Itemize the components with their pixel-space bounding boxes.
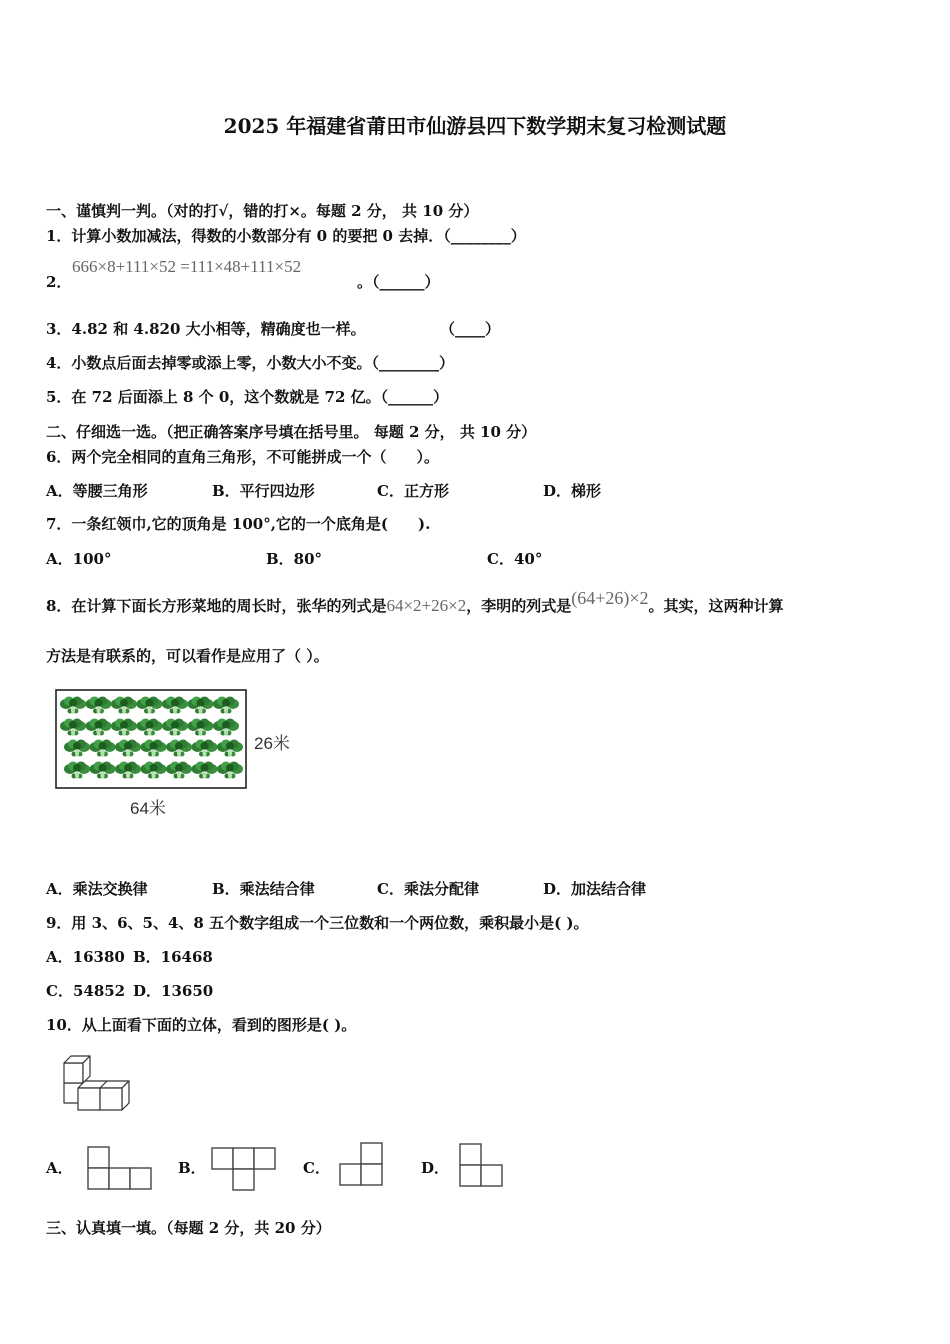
cube-face [64,1063,83,1083]
question-3: 3．4.82 和 4.820 大小相等，精确度也一样。 [46,320,366,338]
q9-option-d: D．13650 [133,982,214,1000]
vegetable-leaf [75,771,79,779]
shape-square [109,1168,130,1189]
q10-option-c-label: C． [303,1159,330,1177]
vegetable-leaf [124,742,132,750]
q9-option-c: C．54852 [46,982,126,1000]
shape-square [212,1148,233,1169]
vegetable-leaf [150,742,158,750]
q8-option-d: D．加法结合律 [543,880,647,898]
section2-heading: 二、仔细选一选。（把正确答案序号填在括号里。 每题 2 分， 共 10 分） [46,423,537,441]
q7-option-b: B．80° [266,550,323,568]
vegetable-leaf [228,749,232,757]
q10-option-c-shape [338,1141,386,1189]
vegetable-leaf [71,706,75,714]
question-5: 5．在 72 后面添上 8 个 0，这个数就是 72 亿。（______） [46,388,449,406]
q7-option-c: C．40° [487,550,543,568]
shape-square [88,1168,109,1189]
vegetable-leaf [73,742,81,750]
shape-square [361,1143,382,1164]
vegetable-leaf [226,764,234,772]
shape-square [340,1164,361,1185]
q8-formula-liming: (64+26)×2 [571,588,649,608]
q8-text-part2: ，李明的列式是 [466,597,572,615]
vegetable-leaf [226,742,234,750]
q9-option-a: A．16380 [46,948,125,966]
cube-face [100,1088,122,1110]
vegetable-leaf [173,706,177,714]
vegetable-leaf [222,699,230,707]
vegetable-leaf [122,706,126,714]
field-length-label: 64米 [130,799,166,818]
vegetable-leaf [199,706,203,714]
vegetable-leaf [199,728,203,736]
q10-option-d-shape [458,1142,506,1190]
vegetable-leaf [197,721,205,729]
vegetable-leaf [97,728,101,736]
q8-text-part1: 8．在计算下面长方形菜地的周长时，张华的列式是 [46,597,387,615]
shape-square [481,1165,502,1186]
q6-option-b: B．平行四边形 [212,482,315,500]
vegetable-leaf [71,728,75,736]
q10-option-d-label: D． [421,1159,450,1177]
shape-square [233,1148,254,1169]
shape-square [254,1148,275,1169]
question-2-number: 2． [46,273,72,291]
vegetable-leaf [126,771,130,779]
vegetable-leaf [197,699,205,707]
q6-option-c: C．正方形 [377,482,449,500]
shape-square [88,1147,109,1168]
q6-option-a: A．等腰三角形 [46,482,148,500]
vegetable-leaf [228,771,232,779]
q8-option-c: C．乘法分配律 [377,880,479,898]
q7-option-a: A．100° [46,550,112,568]
q10-option-a-shape [86,1145,154,1193]
vegetable-leaf [148,728,152,736]
vegetable-leaf [126,749,130,757]
vegetable-leaf [177,771,181,779]
shape-square [460,1165,481,1186]
vegetable-leaf [99,742,107,750]
shape-square [233,1169,254,1190]
question-9: 9．用 3、6、5、4、8 五个数字组成一个三位数和一个两位数，乘积最小是( )。 [46,914,589,932]
page-title: 2025 年福建省莆田市仙游县四下数学期末复习检测试题 [223,114,727,138]
question-8-line2: 方法是有联系的，可以看作是应用了（ ）。 [46,647,329,665]
vegetable-leaf [203,771,207,779]
shape-square [130,1168,151,1189]
question-4: 4．小数点后面去掉零或添上零，小数大小不变。（________） [46,354,454,372]
vegetable-leaf [122,728,126,736]
vegetable-leaf [95,721,103,729]
vegetable-leaf [101,749,105,757]
shape-square [460,1144,481,1165]
vegetable-leaf [201,764,209,772]
question-6: 6．两个完全相同的直角三角形，不可能拼成一个（ ）。 [46,448,439,466]
q8-text-part3: 。其实，这两种计算 [648,597,784,615]
vegetable-field-figure [55,689,248,790]
section1-heading: 一、谨慎判一判。（对的打√，错的打×。每题 2 分， 共 10 分） [46,202,479,220]
vegetable-leaf [73,764,81,772]
question-7: 7．一条红领巾,它的顶角是 100°,它的一个底角是( ). [46,515,431,533]
vegetable-leaf [152,749,156,757]
vegetable-leaf [171,699,179,707]
vegetable-leaf [146,721,154,729]
q10-option-b-shape [210,1146,278,1194]
vegetable-leaf [150,764,158,772]
question-2-suffix: 。（______） [357,273,440,291]
question-10: 10．从上面看下面的立体，看到的图形是( )。 [46,1016,357,1034]
q9-option-b: B．16468 [133,948,213,966]
shape-square [361,1164,382,1185]
vegetable-leaf [224,706,228,714]
question-1: 1．计算小数加减法，得数的小数部分有 0 的要把 0 去掉．（________） [46,227,526,245]
vegetable-leaf [69,699,77,707]
vegetable-leaf [177,749,181,757]
section3-heading: 三、认真填一填。（每题 2 分，共 20 分） [46,1219,331,1237]
vegetable-leaf [222,721,230,729]
q10-option-a-label: A． [46,1159,73,1177]
vegetable-leaf [201,742,209,750]
vegetable-leaf [224,728,228,736]
vegetable-leaf [95,699,103,707]
vegetable-leaf [75,749,79,757]
vegetable-leaf [175,764,183,772]
vegetable-leaf [124,764,132,772]
question-3-blank: （____） [440,320,501,338]
vegetable-leaf [173,728,177,736]
vegetable-leaf [97,706,101,714]
vegetable-leaf [175,742,183,750]
cube-face [78,1088,100,1110]
vegetable-leaf [148,706,152,714]
q10-option-b-label: B． [178,1159,206,1177]
field-width-label: 26米 [254,734,290,753]
vegetable-leaf [101,771,105,779]
vegetable-leaf [99,764,107,772]
vegetable-leaf [146,699,154,707]
vegetable-leaf [120,721,128,729]
question-2-formula: 666×8+111×52 =111×48+111×52 [72,257,302,276]
q8-formula-zhanghua: 64×2+26×2 [386,596,467,615]
vegetable-leaf [120,699,128,707]
vegetable-leaf [171,721,179,729]
q8-option-a: A．乘法交换律 [46,880,148,898]
q8-option-b: B．乘法结合律 [212,880,315,898]
vegetable-leaf [69,721,77,729]
q6-option-d: D．梯形 [543,482,602,500]
vegetable-leaf [203,749,207,757]
question-8-line1 [46,588,784,616]
cube-solid-figure [60,1052,136,1114]
vegetable-leaf [152,771,156,779]
